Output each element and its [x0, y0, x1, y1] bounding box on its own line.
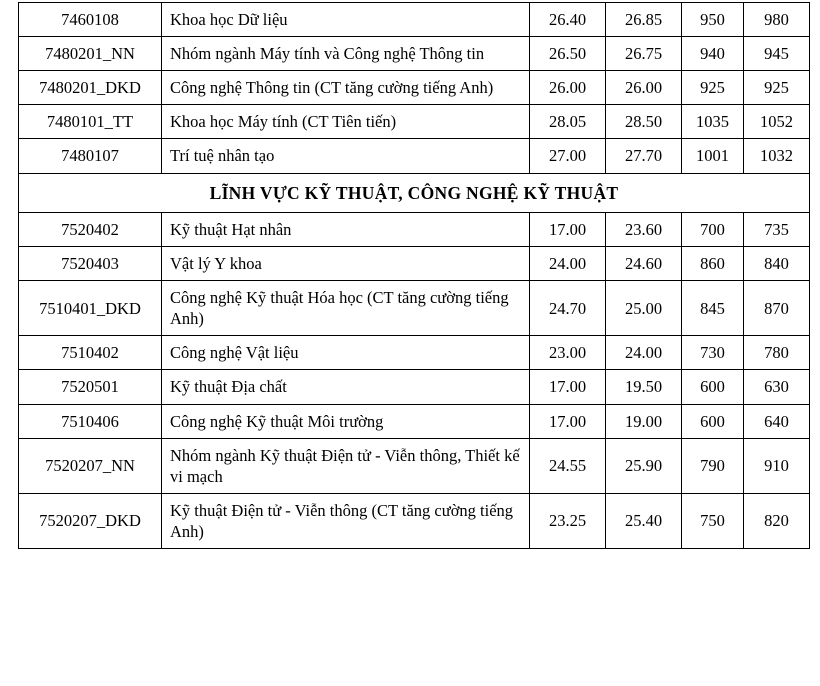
program-name: Công nghệ Thông tin (CT tăng cường tiếng Anh) [162, 71, 530, 105]
table-row [19, 336, 810, 370]
score-column-3: 730 [682, 336, 744, 370]
program-code: 7520402 [19, 212, 162, 246]
score-column-3: 600 [682, 404, 744, 438]
table-section-row [19, 173, 810, 212]
score-column-2: 19.00 [606, 404, 682, 438]
score-column-3: 940 [682, 37, 744, 71]
score-column-4: 910 [744, 438, 810, 493]
score-column-1: 28.05 [530, 105, 606, 139]
score-column-4: 840 [744, 247, 810, 281]
table-row [19, 281, 810, 336]
score-column-1: 26.40 [530, 3, 606, 37]
score-column-1: 24.55 [530, 438, 606, 493]
score-column-2: 23.60 [606, 212, 682, 246]
program-name: Kỹ thuật Hạt nhân [162, 212, 530, 246]
table-row [19, 370, 810, 404]
score-column-3: 860 [682, 247, 744, 281]
score-column-2: 25.40 [606, 493, 682, 548]
score-column-1: 26.00 [530, 71, 606, 105]
table-row [19, 3, 810, 37]
score-column-2: 24.00 [606, 336, 682, 370]
program-name: Trí tuệ nhân tạo [162, 139, 530, 173]
score-column-4: 630 [744, 370, 810, 404]
score-column-3: 750 [682, 493, 744, 548]
program-code: 7480201_DKD [19, 71, 162, 105]
program-code: 7480201_NN [19, 37, 162, 71]
program-code: 7510401_DKD [19, 281, 162, 336]
score-column-1: 23.00 [530, 336, 606, 370]
score-column-4: 1032 [744, 139, 810, 173]
program-name: Kỹ thuật Điện tử - Viễn thông (CT tăng cường tiếng Anh) [162, 493, 530, 548]
score-column-4: 980 [744, 3, 810, 37]
score-column-1: 27.00 [530, 139, 606, 173]
table-row [19, 438, 810, 493]
admission-score-table [18, 2, 810, 549]
program-code: 7520403 [19, 247, 162, 281]
score-column-1: 24.70 [530, 281, 606, 336]
score-column-4: 925 [744, 71, 810, 105]
program-name: Khoa học Dữ liệu [162, 3, 530, 37]
score-column-1: 24.00 [530, 247, 606, 281]
program-code: 7510406 [19, 404, 162, 438]
table-row [19, 37, 810, 71]
program-code: 7520207_NN [19, 438, 162, 493]
score-column-3: 1035 [682, 105, 744, 139]
score-column-3: 700 [682, 212, 744, 246]
score-column-1: 17.00 [530, 404, 606, 438]
score-column-2: 26.75 [606, 37, 682, 71]
table-row [19, 105, 810, 139]
program-code: 7520207_DKD [19, 493, 162, 548]
program-name: Công nghệ Vật liệu [162, 336, 530, 370]
table-body [19, 3, 810, 549]
document-page [0, 2, 820, 686]
score-column-4: 1052 [744, 105, 810, 139]
score-column-1: 17.00 [530, 370, 606, 404]
score-column-4: 820 [744, 493, 810, 548]
section-title: LĨNH VỰC KỸ THUẬT, CÔNG NGHỆ KỸ THUẬT [19, 173, 810, 212]
score-column-4: 870 [744, 281, 810, 336]
score-column-3: 845 [682, 281, 744, 336]
score-column-3: 1001 [682, 139, 744, 173]
score-column-3: 950 [682, 3, 744, 37]
score-column-2: 19.50 [606, 370, 682, 404]
table-row [19, 493, 810, 548]
table-row [19, 247, 810, 281]
score-column-3: 790 [682, 438, 744, 493]
table-row [19, 212, 810, 246]
score-column-2: 28.50 [606, 105, 682, 139]
table-row [19, 139, 810, 173]
program-name: Nhóm ngành Máy tính và Công nghệ Thông tin [162, 37, 530, 71]
program-code: 7510402 [19, 336, 162, 370]
table-row [19, 404, 810, 438]
score-column-2: 26.00 [606, 71, 682, 105]
score-column-2: 27.70 [606, 139, 682, 173]
score-column-2: 25.90 [606, 438, 682, 493]
program-code: 7520501 [19, 370, 162, 404]
program-name: Kỹ thuật Địa chất [162, 370, 530, 404]
score-column-2: 25.00 [606, 281, 682, 336]
score-column-4: 945 [744, 37, 810, 71]
score-column-4: 780 [744, 336, 810, 370]
program-name: Vật lý Y khoa [162, 247, 530, 281]
score-column-1: 26.50 [530, 37, 606, 71]
score-column-4: 735 [744, 212, 810, 246]
program-code: 7460108 [19, 3, 162, 37]
program-name: Nhóm ngành Kỹ thuật Điện tử - Viễn thông, Thiết kế vi mạch [162, 438, 530, 493]
program-name: Công nghệ Kỹ thuật Môi trường [162, 404, 530, 438]
program-code: 7480107 [19, 139, 162, 173]
score-column-2: 26.85 [606, 3, 682, 37]
score-column-3: 925 [682, 71, 744, 105]
score-column-4: 640 [744, 404, 810, 438]
program-name: Khoa học Máy tính (CT Tiên tiến) [162, 105, 530, 139]
score-column-1: 17.00 [530, 212, 606, 246]
program-name: Công nghệ Kỹ thuật Hóa học (CT tăng cường tiếng Anh) [162, 281, 530, 336]
score-column-1: 23.25 [530, 493, 606, 548]
program-code: 7480101_TT [19, 105, 162, 139]
score-column-3: 600 [682, 370, 744, 404]
table-row [19, 71, 810, 105]
score-column-2: 24.60 [606, 247, 682, 281]
